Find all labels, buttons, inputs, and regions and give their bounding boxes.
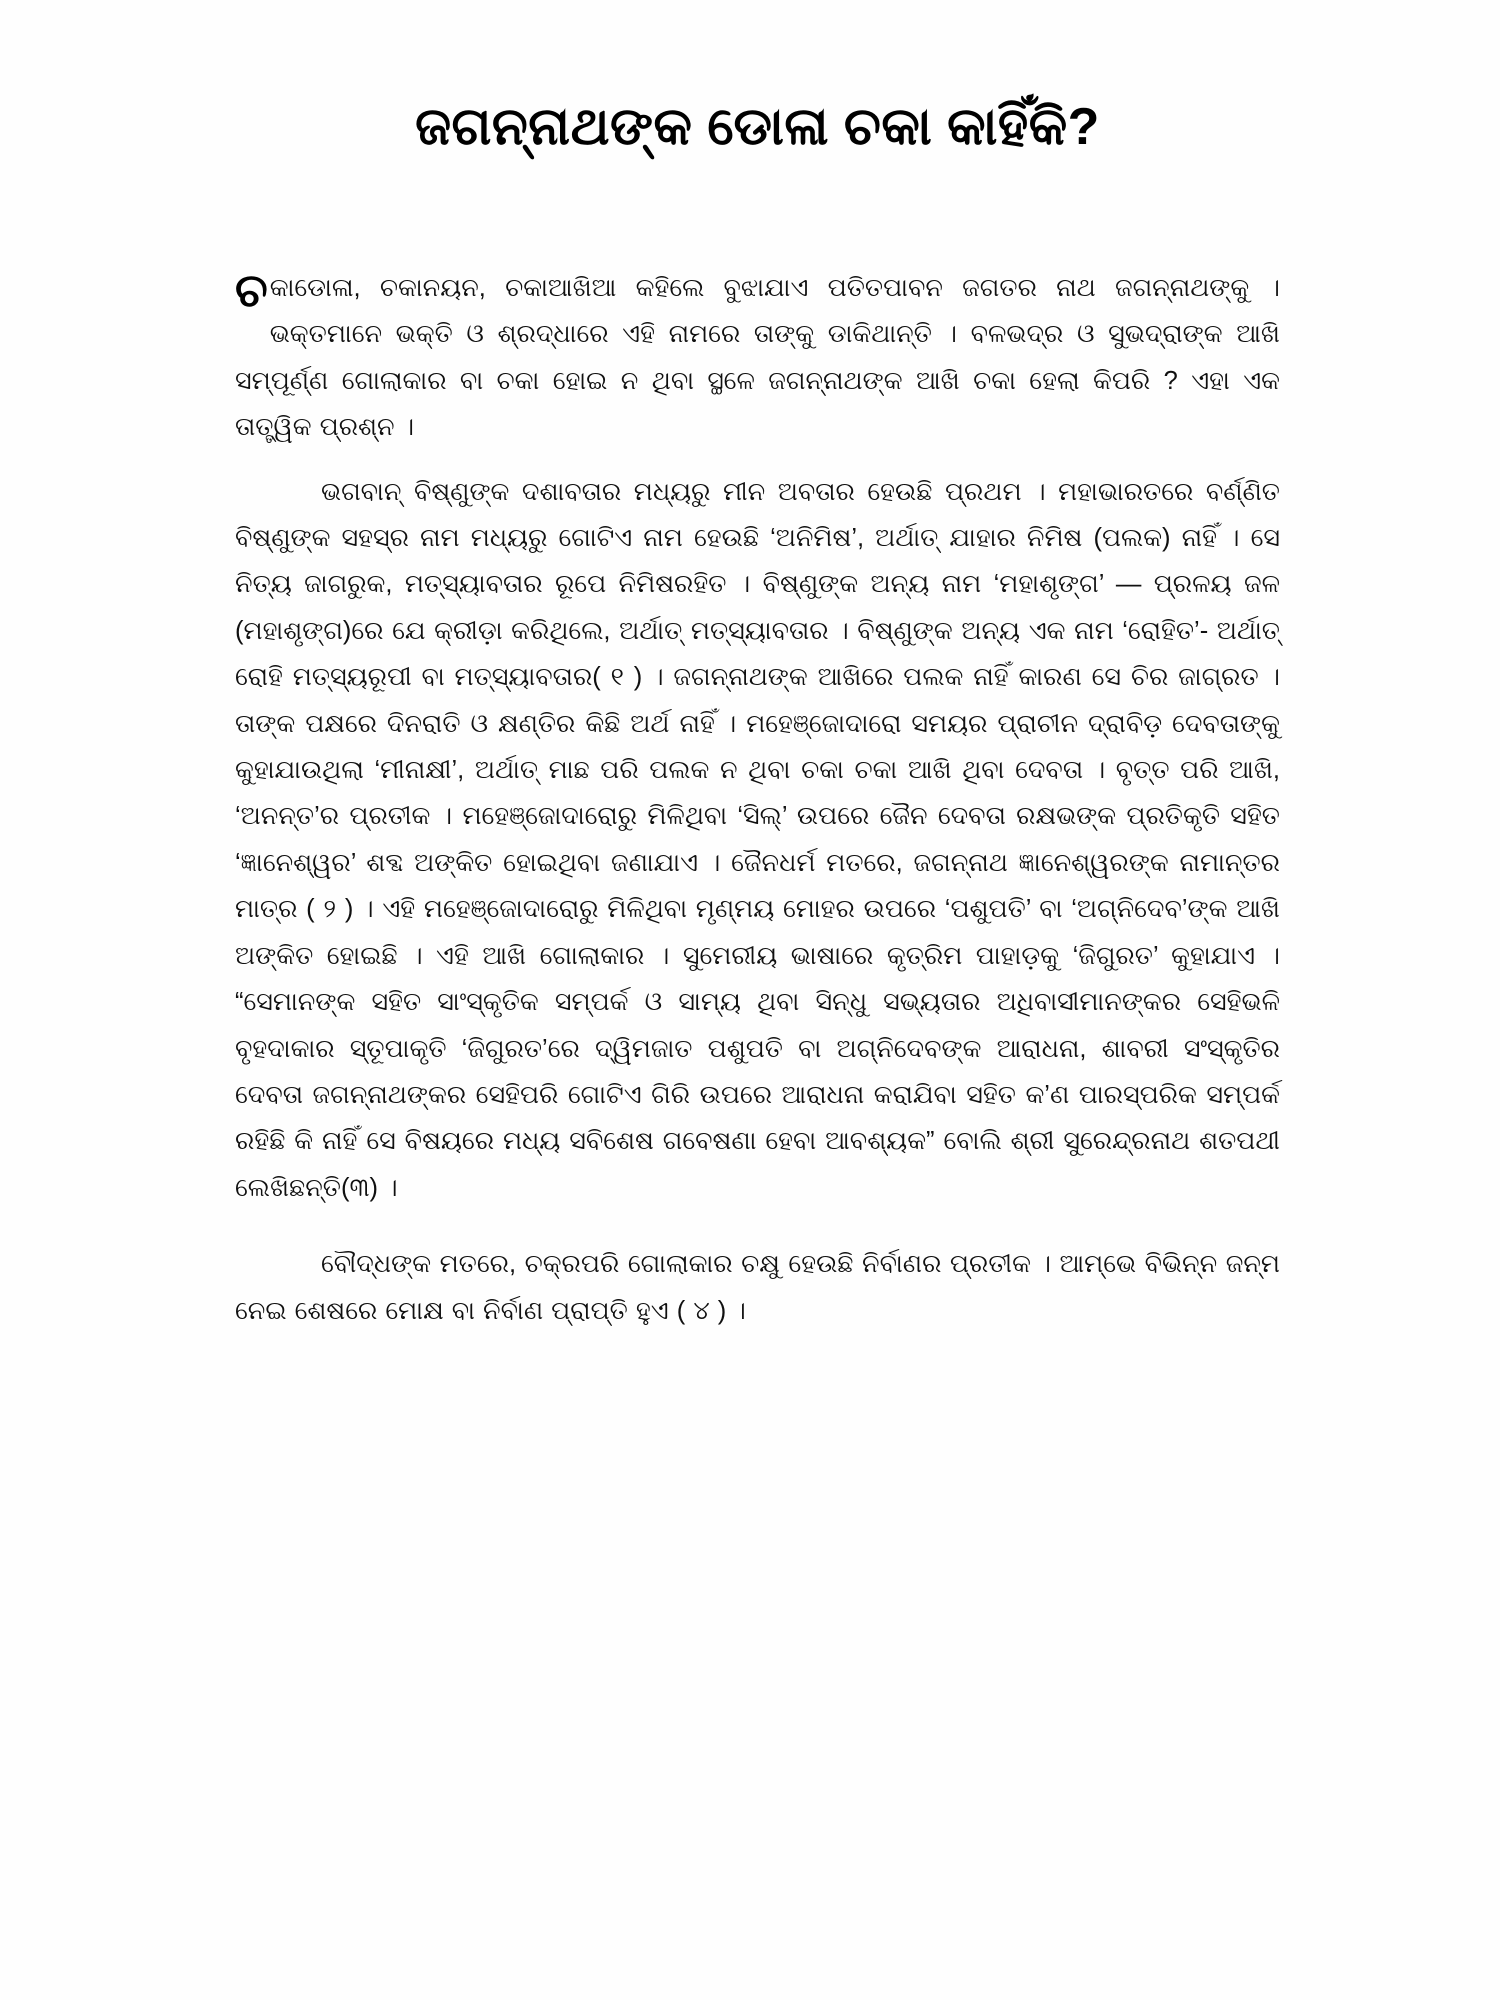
paragraph-2 [235,469,1280,1212]
paragraph-2-text: ଭଗବାନ୍ ବିଷ୍ଣୁଙ୍କ ଦଶାବତାର ମଧ୍ୟରୁ ମୀନ ଅବତାର ହେଉଛି ପ୍ରଥମ । ମହାଭାରତରେ ବର୍ଣ୍ଣିତ ବିଷ୍ଣୁଙ୍କ ସହସ୍ର ନାମ ମଧ୍ୟରୁ ଗୋଟିଏ ନାମ ହେଉଛି ‘ଅନିମିଷ’, ଅର୍ଥାତ୍ ଯାହାର ନିମିଷ (ପଲକ) ନାହିଁ । ସେ ନିତ୍ୟ ଜାଗରୁକ, ମତ୍ସ୍ୟାବତାର ରୂପେ ନିମିଷରହିତ । ବିଷ୍ଣୁଙ୍କ ଅନ୍ୟ ନାମ ‘ମହାଶୃଙ୍ଗ’ — ପ୍ରଳୟ ଜଳ (ମହାଶୃଙ୍ଗ)ରେ ଯେ କ୍ରୀଡ଼ା କରିଥିଲେ, ଅର୍ଥାତ୍ ମତ୍ସ୍ୟାବତାର । ବିଷ୍ଣୁଙ୍କ ଅନ୍ୟ ଏକ ନାମ ‘ରୋହିତ’- ଅର୍ଥାତ୍ ରୋହି ମତ୍ସ୍ୟରୂପୀ ବା ମତ୍ସ୍ୟାବତାର( ୧ ) । ଜଗନ୍ନାଥଙ୍କ ଆଖିରେ ପଲକ ନାହିଁ କାରଣ ସେ ଚିର ଜାଗ୍ରତ । ତାଙ୍କ ପକ୍ଷରେ ଦିନରାତି ଓ କ୍ଷଣ୍ତିର କିଛି ଅର୍ଥ ନାହିଁ । ମହେଞ୍ଜୋଦାରୋ ସମୟର ପ୍ରାଚୀନ ଦ୍ରାବିଡ଼ ଦେବତାଙ୍କୁ କୁହାଯାଉଥିଲା ‘ମୀନାକ୍ଷୀ’, ଅର୍ଥାତ୍ ମାଛ ପରି ପଲକ ନ ଥିବା ଚକା ଚକା ଆଖି ଥିବା ଦେବତା । ବୃତ୍ତ ପରି ଆଖି, ‘ଅନନ୍ତ’ର ପ୍ରତୀକ । ମହେଞ୍ଜୋଦାରୋରୁ ମିଳିଥିବା ‘ସିଲ୍’ ଉପରେ ଜୈନ ଦେବତା ରକ୍ଷଭଙ୍କ ପ୍ରତିକୃତି ସହିତ ‘ଜ୍ଞାନେଶ୍ୱର’ ଶବ୍ଦ ଅଙ୍କିତ ହୋଇଥିବା ଜଣାଯାଏ । ଜୈନଧର୍ମ ମତରେ, ଜଗନ୍ନାଥ ଜ୍ଞାନେଶ୍ୱରଙ୍କ ନାମାନ୍ତର ମାତ୍ର ( ୨ ) । ଏହି ମହେଞ୍ଜୋଦାରୋରୁ ମିଳିଥିବା ମୃଣ୍ମୟ ମୋହର ଉପରେ ‘ପଶୁପତି’ ବା ‘ଅଗ୍ନିଦେବ’ଙ୍କ ଆଖି ଅଙ୍କିତ ହୋଇଛି । ଏହି ଆଖି ଗୋଲାକାର । ସୁମେରୀୟ ଭାଷାରେ କୃତ୍ରିମ ପାହାଡ଼କୁ ‘ଜିଗୁରତ’ କୁହାଯାଏ । “ସେମାନଙ୍କ ସହିତ ସାଂସ୍କୃତିକ ସମ୍ପର୍କ ଓ ସାମ୍ୟ ଥିବା ସିନ୍ଧୁ ସଭ୍ୟତାର ଅଧିବାସୀମାନଙ୍କର ସେହିଭଳି ବୃହଦାକାର ସ୍ତୂପାକୃତି ‘ଜିଗୁରତ’ରେ ଦ୍ୱିମଜାତ ପଶୁପତି ବା ଅଗ୍ନିଦେବଙ୍କ ଆରାଧନା, ଶାବରୀ ସଂସ୍କୃତିର ଦେବତା ଜଗନ୍ନାଥଙ୍କର ସେହିପରି ଗୋଟିଏ ଗିରି ଉପରେ ଆରାଧନା କରାଯିବା ସହିତ କ’ଣ ପାରସ୍ପରିକ ସମ୍ପର୍କ ରହିଛି କି ନାହିଁ ସେ ବିଷୟରେ ମଧ୍ୟ ସବିଶେଷ ଗବେଷଣା ହେବା ଆବଶ୍ୟକ” ବୋଲି ଶ୍ରୀ ସୁରେନ୍ଦ୍ରନାଥ ଶତପଥୀ ଲେଖିଛନ୍ତି(୩) । [235,477,1280,1202]
page-content-area [235,95,1280,1334]
paragraph-3 [235,1241,1280,1334]
paragraph-3-text: ବୌଦ୍ଧଙ୍କ ମତରେ, ଚକ୍ରପରି ଗୋଲାକାର ଚକ୍ଷୁ ହେଉଛି ନିର୍ବାଣର ପ୍ରତୀକ । ଆମ୍ଭେ ବିଭିନ୍ନ ଜନ୍ମ ନେଇ ଶେଷରେ ମୋକ୍ଷ ବା ନିର୍ବାଣ ପ୍ରାପ୍ତି ହୁଏ ( ୪ ) । [235,1250,1280,1325]
paragraph-spacer-2 [235,1215,1280,1241]
page-title: ଜଗନ୍ନାଥଙ୍କ ଡୋଳା ଚକା କାହିଁକି? [415,98,1100,156]
paragraph-spacer-1 [235,455,1280,469]
article-body [235,265,1280,1334]
paragraph-1-text: କାଡୋଳା, ଚକାନୟନ, ଚକାଆଖିଆ କହିଲେ ବୁଝାଯାଏ ପତିତପାବନ ଜଗତର ନାଥ ଜଗନ୍ନାଥଙ୍କୁ । ଭକ୍ତମାନେ ଭକ୍ତି ଓ ଶ୍ରଦ୍ଧାରେ ଏହି ନାମରେ ତାଙ୍କୁ ଡାକିଥାନ୍ତି । ବଳଭଦ୍ର ଓ ସୁଭଦ୍ରାଙ୍କ ଆଖି ସମ୍ପୂର୍ଣ୍ଣ ଗୋଲାକାର ବା ଚକା ହୋଇ ନ ଥିବା ସ୍ଥଳେ ଜଗନ୍ନାଥଙ୍କ ଆଖି ଚକା ହେଲା କିପରି ? ଏହା ଏକ ତାତ୍ତ୍ୱିକ ପ୍ରଶ୍ନ । [235,274,1280,442]
paragraph-1 [235,265,1280,451]
drop-cap-letter: ଚ [235,264,268,316]
